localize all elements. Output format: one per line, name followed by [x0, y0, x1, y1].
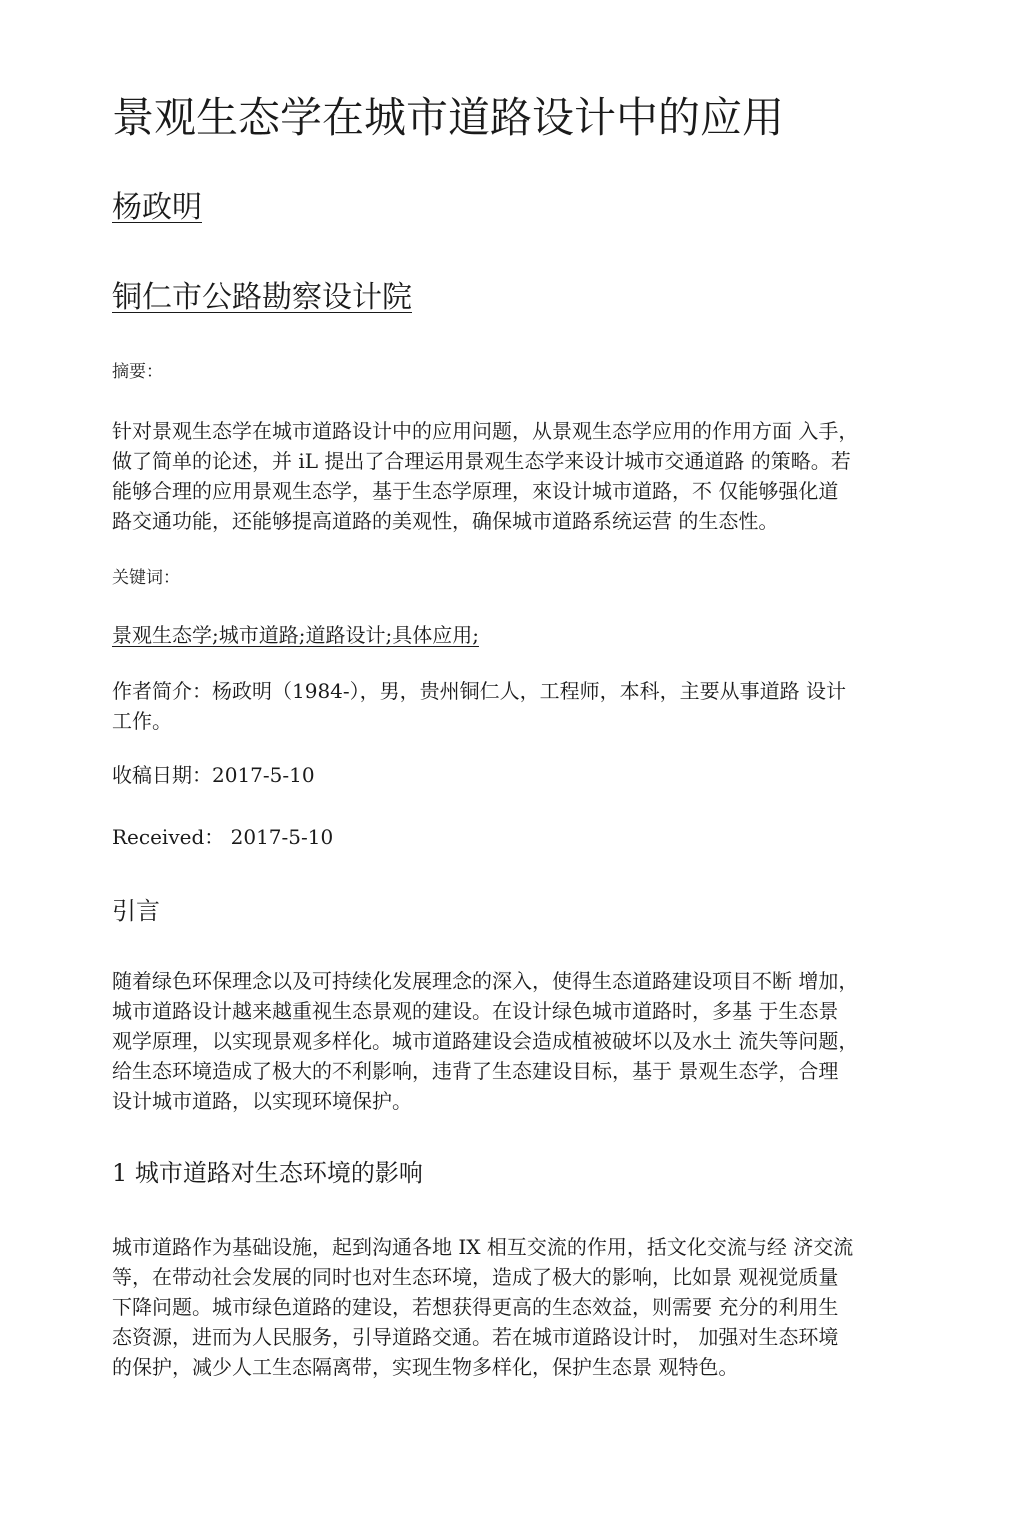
intro-line: 设计城市道路，以实现环境保护。 [112, 1089, 412, 1113]
author-name: 杨政明 [112, 190, 202, 225]
section1-line: 的保护，减少人工生态隔离带，实现生物多样化，保护生态景 观特色。 [112, 1355, 739, 1379]
abstract-body [112, 416, 922, 536]
intro-heading: 引言 [112, 897, 160, 925]
intro-body [112, 966, 922, 1116]
abstract-line: 针对景观生态学在城市道路设计中的应用问题，从景观生态学应用的作用方面 入手， [112, 419, 859, 443]
section1-line: 态资源，进而为人民服务，引导道路交通。若在城市道路设计时， 加强对生态环境 [112, 1325, 839, 1349]
author-bio-line: 作者简介：杨政明（1984-），男，贵州铜仁人，工程师，本科，主要从事道路 设计 [112, 679, 847, 703]
intro-line: 观学原理，以实现景观多样化。城市道路建设会造成植被破坏以及水土 流失等问题， [112, 1029, 859, 1053]
intro-line: 给生态环境造成了极大的不利影响，违背了生态建设目标，基于 景观生态学，合理 [112, 1059, 839, 1083]
keywords-label: 关键词： [112, 568, 180, 588]
abstract-line: 能够合理的应用景观生态学，基于生态学原理，來设计城市道路，不 仅能够强化道 [112, 479, 839, 503]
keywords-list: 景观生态学;城市道路;道路设计;具体应用; [112, 623, 479, 647]
section1-line: 等，在带动社会发展的同时也对生态环境，造成了极大的影响，比如景 观视觉质量 [112, 1265, 839, 1289]
abstract-line: 路交通功能，还能够提高道路的美观性，确保城市道路系统运营 的生态性。 [112, 509, 779, 533]
section1-line: 城市道路作为基础设施，起到沟通各地 IX 相互交流的作用，括文化交流与经 济交流 [112, 1235, 854, 1259]
author-bio-line: 工作。 [112, 709, 172, 733]
received-date-cn: 收稿日期：2017-5-10 [112, 763, 315, 787]
received-date-en: Received： 2017-5-10 [112, 825, 334, 849]
section1-body [112, 1232, 922, 1382]
intro-line: 随着绿色环保理念以及可持续化发展理念的深入，使得生态道路建设项目不断 增加， [112, 969, 859, 993]
abstract-line: 做了简单的论述，并 iL 提出了合理运用景观生态学来设计城市交通道路 的策略。若 [112, 449, 851, 473]
section1-heading: 1 城市道路对生态环境的影响 [112, 1159, 423, 1187]
author-affiliation: 铜仁市公路勘察设计院 [112, 280, 412, 315]
intro-line: 城市道路设计越来越重视生态景观的建设。在设计绿色城市道路时，多基 于生态景 [112, 999, 839, 1023]
section1-line: 下降问题。城市绿色道路的建设，若想获得更高的生态效益，则需要 充分的利用生 [112, 1295, 839, 1319]
author-bio [112, 676, 922, 736]
abstract-label: 摘要： [112, 362, 163, 382]
paper-title: 景观生态学在城市道路设计中的应用 [112, 93, 785, 142]
